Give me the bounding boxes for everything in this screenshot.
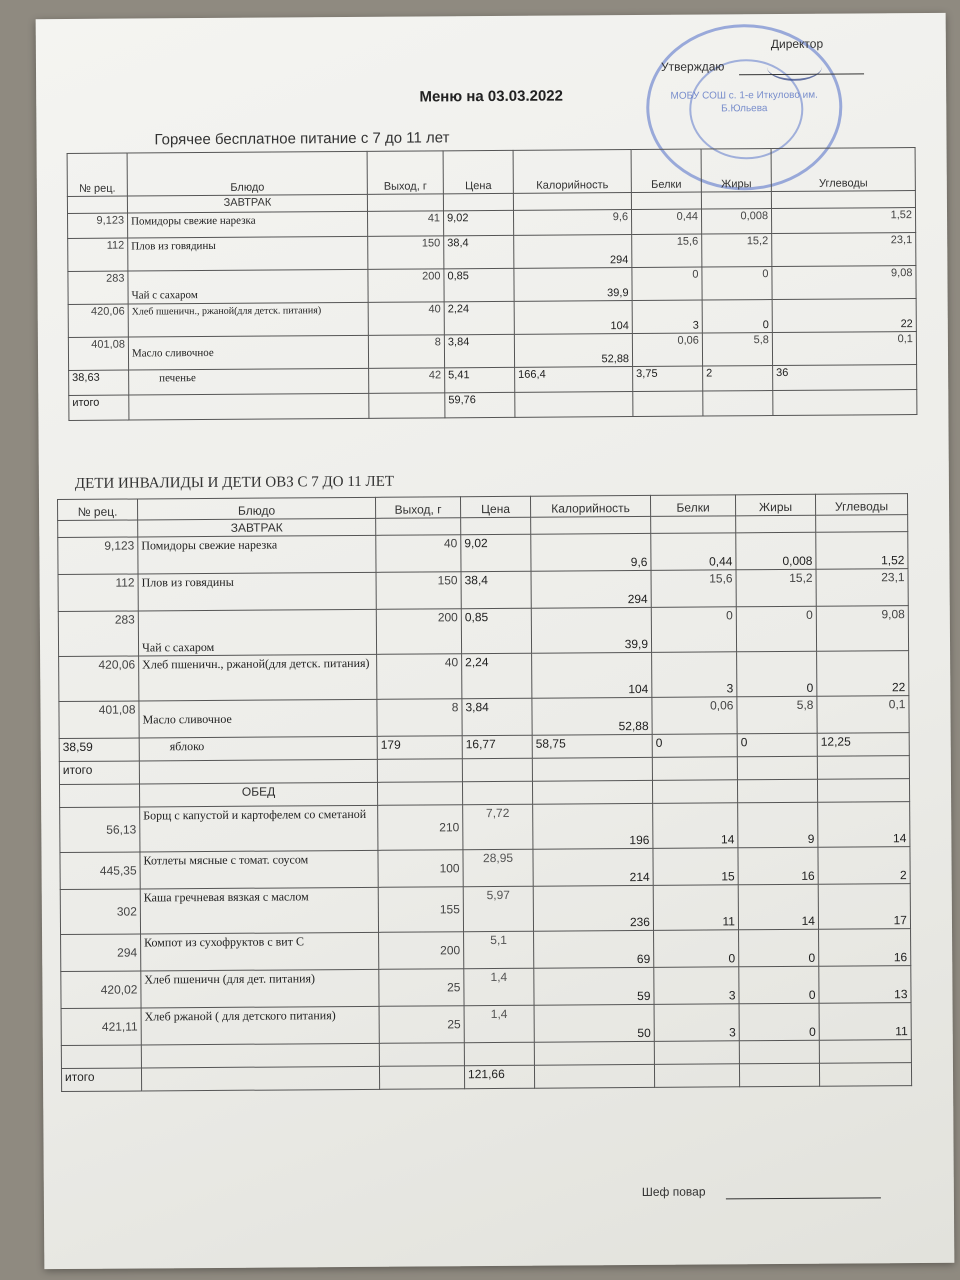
subtotal-label: итого	[59, 761, 139, 785]
table-row: 294 Компот из сухофруктов с вит С 200 5,1 69 0 0 16	[61, 929, 911, 972]
col-carbs: Углеводы	[815, 494, 907, 516]
section1-title: Горячее бесплатное питание с 7 до 11 лет	[154, 129, 450, 149]
col-fat: Жиры	[735, 494, 815, 516]
col-output: Выход, г	[367, 151, 443, 195]
table-row: 283 Чай с сахаром 200 0,85 39,9 0 0 9,08	[58, 606, 908, 657]
col-protein: Белки	[650, 495, 735, 517]
table-row: 56,13 Борщ с капустой и картофелем со сметаной 210 7,72 196 14 9 14	[60, 802, 910, 853]
col-output: Выход, г	[375, 497, 460, 519]
col-calories: Калорийность	[513, 150, 631, 194]
table-row: 421,11 Хлеб ржаной ( для детского питания) 25 1,4 50 3 0 11	[61, 1003, 911, 1046]
col-price: Цена	[460, 496, 530, 517]
col-rec: № рец.	[58, 499, 138, 521]
signature	[767, 53, 822, 81]
col-dish: Блюдо	[127, 151, 367, 196]
table-row: 420,02 Хлеб пшеничн (для дет. питания) 25 1,4 59 3 0 13	[61, 966, 911, 1009]
lunch-label: ОБЕД	[139, 782, 377, 807]
table-row: 38,59 яблоко 179 16,77 58,75 0 0 12,25	[59, 733, 909, 762]
chef-signature-line	[726, 1197, 881, 1199]
col-carbs: Углеводы	[771, 148, 915, 192]
menu-table-ovz	[57, 493, 912, 1092]
table-row: 420,06 Хлеб пшеничн., ржаной(для детск. питания) 40 2,24 104 3 0 22	[59, 651, 909, 702]
col-fat: Жиры	[701, 149, 771, 192]
table-row: 112 Плов из говядины 150 38,4 294 15,6 15,2 23,1	[68, 233, 916, 272]
table-row: 283 Чай с сахаром 200 0,85 39,9 0 0 9,08	[68, 266, 916, 305]
menu-sheet	[36, 13, 955, 1269]
col-dish: Блюдо	[137, 497, 375, 520]
col-calories: Калорийность	[530, 495, 650, 517]
table-row: 420,06 Хлеб пшеничн., ржаной(для детск. питания) 40 2,24 104 3 0 22	[68, 299, 916, 338]
total-label: итого	[61, 1068, 141, 1092]
table-row: 112 Плов из говядины 150 38,4 294 15,6 15,2 23,1	[58, 569, 908, 612]
section2-title: ДЕТИ ИНВАЛИДЫ И ДЕТИ ОВЗ С 7 ДО 11 ЛЕТ	[74, 473, 395, 492]
chef-label: Шеф повар	[641, 1184, 706, 1199]
stamp-text: МОБУ СОШ с. 1-е Иткулово им. Б.Юльева	[670, 89, 818, 115]
col-price: Цена	[443, 150, 513, 193]
breakfast-label: ЗАВТРАК	[127, 194, 367, 213]
director-label: Директор	[770, 36, 824, 52]
col-rec: № рец.	[67, 153, 127, 196]
table-row: 302 Каша гречневая вязкая с маслом 155 5,97 236 11 14 17	[60, 884, 910, 935]
col-protein: Белки	[631, 149, 701, 192]
page-title: Меню на 03.03.2022	[419, 87, 564, 106]
table-row: 401,08 Масло сливочное 8 3,84 52,88 0,06 5,8 0,1	[59, 696, 909, 739]
table-row: 401,08 Масло сливочное 8 3,84 52,88 0,06 5,8 0,1	[68, 332, 916, 371]
breakfast-label: ЗАВТРАК	[138, 518, 376, 537]
table-header	[67, 148, 915, 197]
total-price: 59,76	[445, 392, 515, 417]
total-label: итого	[69, 395, 129, 420]
total-row	[69, 390, 917, 421]
table-row: 9,123 Помидоры свежие нарезка 41 9,02 9,6 0,44 0,008 1,52	[68, 208, 916, 239]
approve-label: Утверждаю	[660, 59, 725, 74]
total-price: 121,66	[464, 1065, 534, 1088]
table-row: 9,123 Помидоры свежие нарезка 40 9,02 9,6 0,44 0,008 1,52	[58, 532, 908, 575]
menu-table-7-11	[67, 147, 918, 421]
total-row	[61, 1063, 911, 1092]
table-row: 445,35 Котлеты мясные с томат. соусом 100 28,95 214 15 16 2	[60, 847, 910, 890]
table-row: 38,63 печенье 42 5,41 166,4 3,75 2 36	[69, 365, 917, 396]
